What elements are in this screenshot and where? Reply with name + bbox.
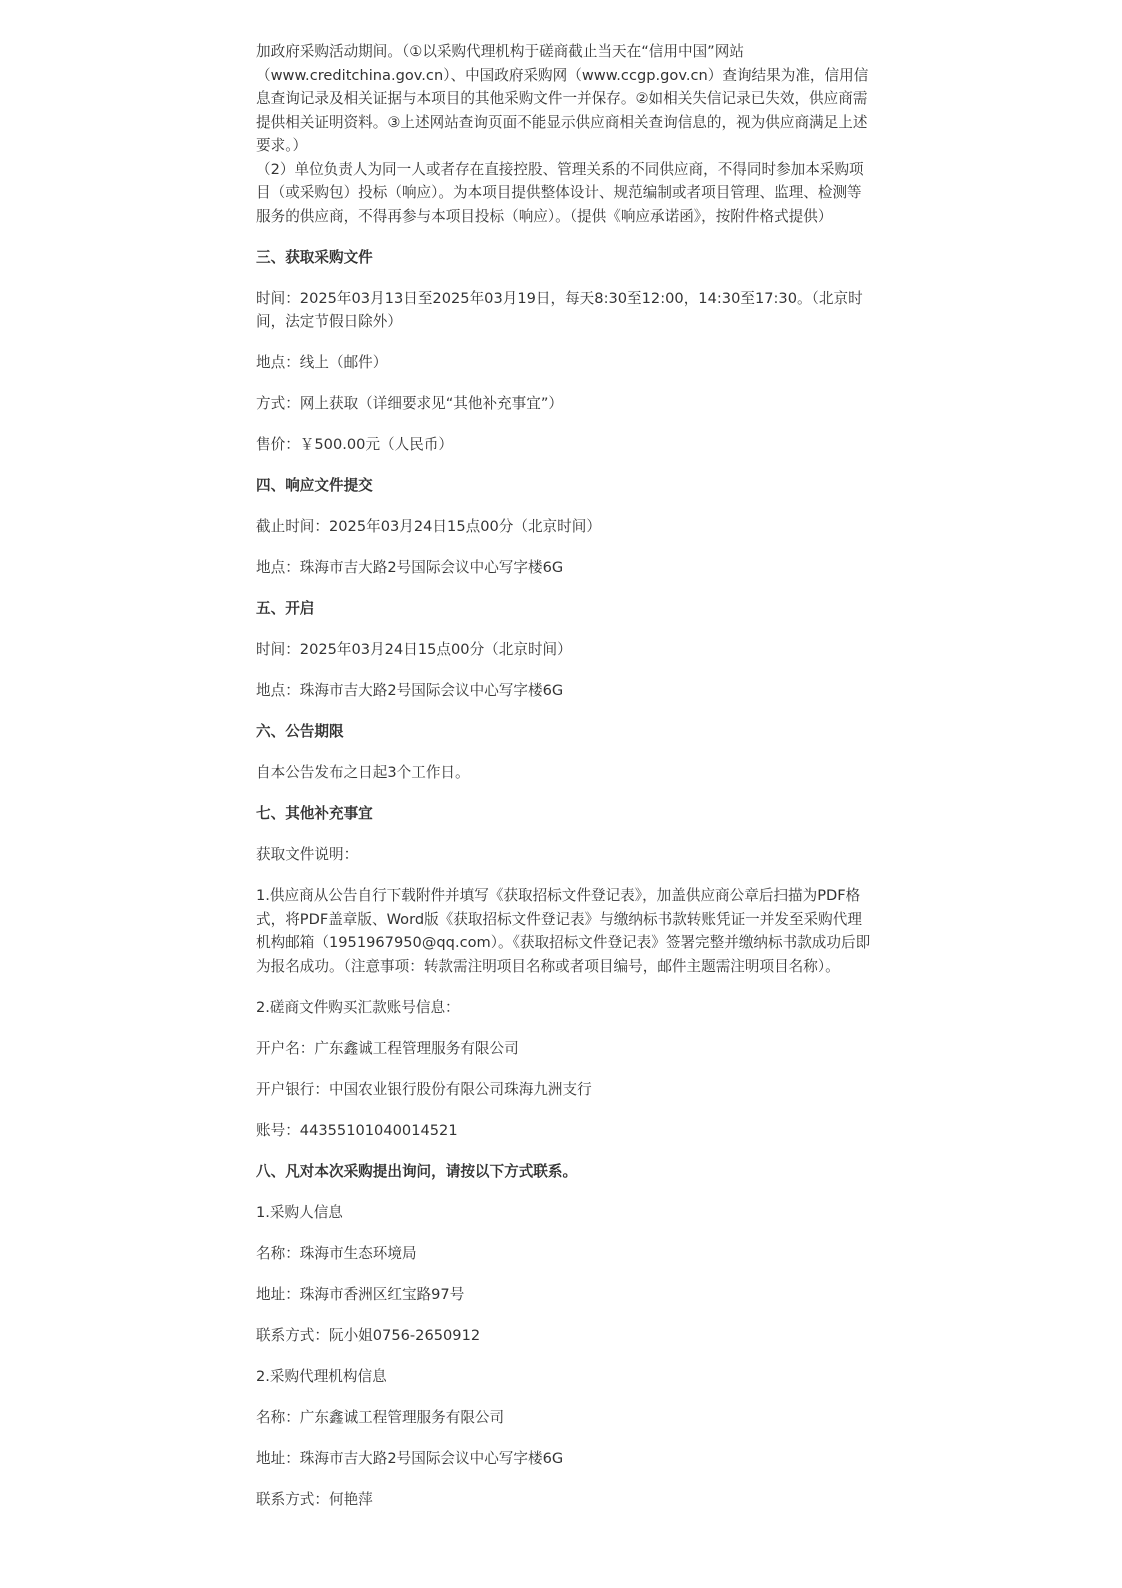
section7-item2: 2.磋商文件购买汇款账号信息： xyxy=(256,998,460,1016)
section3-place: 地点：线上（邮件） xyxy=(256,354,388,371)
section7-account-name: 开户名：广东鑫诚工程管理服务有限公司 xyxy=(256,1039,519,1057)
section3-time: 时间：2025年03月13日至2025年03月19日，每天8:30至12:00，14:30至17:30。（北京时间，法定节假日除外） xyxy=(256,289,863,330)
section6-text: 自本公告发布之日起3个工作日。 xyxy=(256,764,470,781)
section4-heading: 四、响应文件提交 xyxy=(256,477,373,494)
item2-paragraph: （2）单位负责人为同一人或者存在直接控股、管理关系的不同供应商，不得同时参加本采购项目（或采购包）投标（响应）。为本项目提供整体设计、规范编制或者项目管理、监理、检测等服务的供应商，不得再参与本项目投标（响应）。（提供《响应承诺函》，按附件格式提供） xyxy=(256,160,864,225)
section6-heading: 六、公告期限 xyxy=(256,723,344,740)
section4-deadline: 截止时间：2025年03月24日15点00分（北京时间） xyxy=(256,518,601,535)
intro-paragraph: 加政府采购活动期间。（①以采购代理机构于磋商截止当天在“信用中国”网站（www.creditchina.gov.cn）、中国政府采购网（www.ccgp.gov.cn）查询结果为准，信用信息查询记录及相关证据与本项目的其他采购文件一并保存。②如相关失信记录已失效，供应商需提供相关证明资料。③上述网站查询页面不能显示供应商相关查询信息的，视为供应商满足上述要求。） xyxy=(256,43,869,154)
purchaser-name: 名称：珠海市生态环境局 xyxy=(256,1244,417,1262)
purchaser-title: 1.采购人信息 xyxy=(256,1203,343,1221)
section5-heading: 五、开启 xyxy=(256,600,315,617)
section5-place: 地点：珠海市吉大路2号国际会议中心写字楼6G xyxy=(256,682,564,699)
section3-price: 售价：￥500.00元（人民币） xyxy=(256,436,454,453)
purchaser-address: 地址：珠海市香洲区红宝路97号 xyxy=(256,1285,465,1303)
section4-place: 地点：珠海市吉大路2号国际会议中心写字楼6G xyxy=(256,559,564,576)
section3-method: 方式：网上获取（详细要求见“其他补充事宜”） xyxy=(256,395,563,412)
section7-intro: 获取文件说明： xyxy=(256,846,359,863)
section8-heading: 八、凡对本次采购提出询问，请按以下方式联系。 xyxy=(256,1162,578,1180)
agency-address: 地址：珠海市吉大路2号国际会议中心写字楼6G xyxy=(256,1449,564,1467)
section7-account-no: 账号：44355101040014521 xyxy=(256,1121,458,1139)
section7-heading: 七、其他补充事宜 xyxy=(256,805,373,822)
document-content xyxy=(256,40,871,1511)
section5-time: 时间：2025年03月24日15点00分（北京时间） xyxy=(256,641,572,658)
agency-name: 名称：广东鑫诚工程管理服务有限公司 xyxy=(256,1408,505,1426)
purchaser-contact: 联系方式：阮小姐0756-2650912 xyxy=(256,1326,481,1344)
agency-contact: 联系方式：何艳萍 xyxy=(256,1490,373,1508)
section3-heading: 三、获取采购文件 xyxy=(256,248,373,266)
section7-item1: 1.供应商从公告自行下载附件并填写《获取招标文件登记表》，加盖供应商公章后扫描为PDF格式，将PDF盖章版、Word版《获取招标文件登记表》与缴纳标书款转账凭证一并发至采购代理机构邮箱（1951967950@qq.com）。《获取招标文件登记表》签署完整并缴纳标书款成功后即为报名成功。（注意事项：转款需注明项目名称或者项目编号，邮件主题需注明项目名称）。 xyxy=(256,887,871,975)
agency-title: 2.采购代理机构信息 xyxy=(256,1367,387,1385)
section7-bank: 开户银行：中国农业银行股份有限公司珠海九洲支行 xyxy=(256,1080,592,1098)
